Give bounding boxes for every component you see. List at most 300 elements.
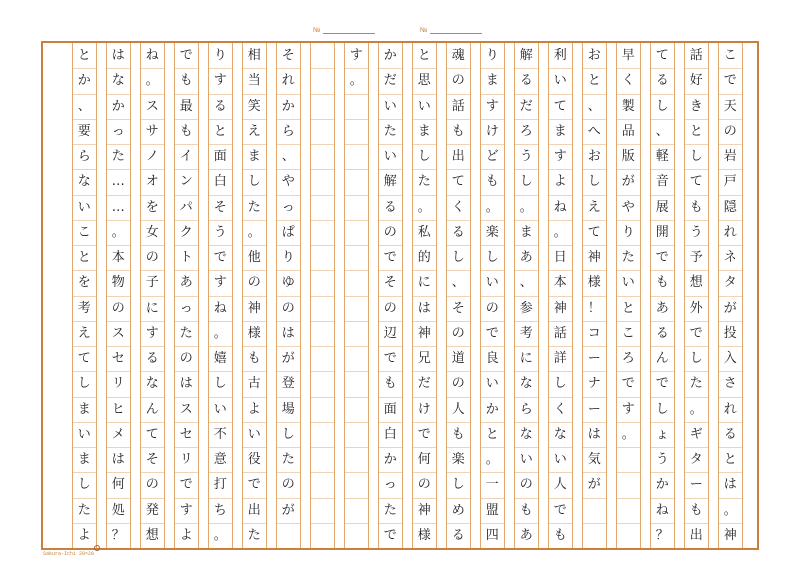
manuscript-char: 出 xyxy=(451,149,465,165)
manuscript-char: 日 xyxy=(553,250,567,266)
manuscript-char: 品 xyxy=(621,123,635,139)
manuscript-char: の xyxy=(179,351,193,367)
manuscript-char: で xyxy=(689,325,703,341)
manuscript-char: 考 xyxy=(519,325,533,341)
grid-cell xyxy=(277,523,301,548)
manuscript-char: 人 xyxy=(451,401,465,417)
manuscript-column xyxy=(616,43,642,548)
grid-cell xyxy=(617,523,641,548)
manuscript-char: 当 xyxy=(247,73,261,89)
manuscript-char: を xyxy=(145,199,159,215)
manuscript-char: な xyxy=(553,426,567,442)
manuscript-char: 、 xyxy=(77,98,91,114)
manuscript-char: い xyxy=(383,149,397,165)
manuscript-char: の xyxy=(485,300,499,316)
manuscript-char: ろ xyxy=(519,123,533,139)
manuscript-char: れ xyxy=(723,224,737,240)
manuscript-char: く xyxy=(621,73,635,89)
manuscript-char: 。 xyxy=(723,502,737,518)
manuscript-char: 利 xyxy=(553,48,567,64)
manuscript-char: で xyxy=(179,477,193,493)
manuscript-char: 、 xyxy=(451,275,465,291)
manuscript-char: め xyxy=(451,502,465,518)
manuscript-char: そ xyxy=(281,48,295,64)
manuscript-char: 様 xyxy=(587,275,601,291)
manuscript-char: も xyxy=(655,275,669,291)
manuscript-char: 製 xyxy=(621,98,635,114)
manuscript-char: お xyxy=(587,149,601,165)
manuscript-char: の xyxy=(383,300,397,316)
manuscript-char: 様 xyxy=(247,325,261,341)
manuscript-char: た xyxy=(417,174,431,190)
manuscript-char: 気 xyxy=(587,452,601,468)
manuscript-char: の xyxy=(451,376,465,392)
manuscript-char: 白 xyxy=(213,174,227,190)
manuscript-char: 神 xyxy=(247,300,261,316)
manuscript-char: て xyxy=(145,426,159,442)
manuscript-char: す xyxy=(485,98,499,114)
manuscript-char: 辺 xyxy=(383,325,397,341)
manuscript-char: 何 xyxy=(417,452,431,468)
manuscript-char: ね xyxy=(145,48,159,64)
grid-cell xyxy=(311,245,335,270)
manuscript-char: う xyxy=(655,452,669,468)
manuscript-column xyxy=(412,43,438,548)
grid-cell xyxy=(311,397,335,422)
manuscript-char: 展 xyxy=(655,199,669,215)
manuscript-char: や xyxy=(281,174,295,190)
manuscript-char: な xyxy=(519,376,533,392)
grid-cell xyxy=(311,169,335,194)
manuscript-char: は xyxy=(179,376,193,392)
grid-cell xyxy=(583,498,607,523)
manuscript-char: と xyxy=(689,123,703,139)
manuscript-column xyxy=(718,43,744,548)
manuscript-char: し xyxy=(689,149,703,165)
manuscript-char: ま xyxy=(77,401,91,417)
manuscript-char: 。 xyxy=(689,401,703,417)
manuscript-char: イ xyxy=(179,149,193,165)
manuscript-char: い xyxy=(485,376,499,392)
manuscript-char: ま xyxy=(485,73,499,89)
manuscript-char: れ xyxy=(281,73,295,89)
manuscript-char: が xyxy=(281,351,295,367)
grid-cell xyxy=(345,245,369,270)
manuscript-char: … xyxy=(111,199,125,215)
manuscript-char: お xyxy=(587,48,601,64)
grid-cell xyxy=(345,371,369,396)
manuscript-char: る xyxy=(451,527,465,543)
number-line xyxy=(323,33,375,34)
grid-cell xyxy=(311,68,335,93)
manuscript-char: る xyxy=(451,224,465,240)
manuscript-char: と xyxy=(485,426,499,442)
manuscript-char: 。 xyxy=(553,224,567,240)
grid-cell xyxy=(345,498,369,523)
manuscript-char: ス xyxy=(179,401,193,417)
manuscript-char: し xyxy=(77,477,91,493)
manuscript-char: い xyxy=(621,275,635,291)
manuscript-char: な xyxy=(145,376,159,392)
manuscript-column xyxy=(650,43,676,548)
grid-cell xyxy=(311,195,335,220)
manuscript-char: リ xyxy=(179,452,193,468)
grid-cell xyxy=(345,397,369,422)
manuscript-column xyxy=(480,43,506,548)
manuscript-char: 嬉 xyxy=(213,351,227,367)
grid-cell xyxy=(311,422,335,447)
grid-cell xyxy=(311,119,335,144)
manuscript-column xyxy=(378,43,404,548)
manuscript-char: よ xyxy=(179,527,193,543)
manuscript-char: し xyxy=(655,98,669,114)
manuscript-char: 意 xyxy=(213,452,227,468)
manuscript-char: 的 xyxy=(417,250,431,266)
grid-cell xyxy=(345,447,369,472)
manuscript-char: 打 xyxy=(213,477,227,493)
manuscript-char: 何 xyxy=(111,477,125,493)
manuscript-char: い xyxy=(213,401,227,417)
manuscript-char: 解 xyxy=(383,174,397,190)
manuscript-char: す xyxy=(213,73,227,89)
manuscript-char: 出 xyxy=(689,527,703,543)
manuscript-char: の xyxy=(111,300,125,316)
manuscript-char: 開 xyxy=(655,224,669,240)
manuscript-char: い xyxy=(485,275,499,291)
manuscript-char: ら xyxy=(77,149,91,165)
grid-cell xyxy=(345,144,369,169)
manuscript-char: き xyxy=(689,98,703,114)
manuscript-column xyxy=(310,43,336,548)
manuscript-char: て xyxy=(77,351,91,367)
manuscript-char: 外 xyxy=(689,300,703,316)
manuscript-char: で xyxy=(383,527,397,543)
manuscript-char: り xyxy=(485,48,499,64)
manuscript-char: る xyxy=(655,73,669,89)
manuscript-char: た xyxy=(77,502,91,518)
manuscript-char: は xyxy=(587,426,601,442)
manuscript-char: っ xyxy=(383,477,397,493)
manuscript-char: で xyxy=(723,73,737,89)
manuscript-char: ？ xyxy=(111,527,125,543)
manuscript-char: 要 xyxy=(77,123,91,139)
manuscript-char: ン xyxy=(179,174,193,190)
manuscript-char: ね xyxy=(553,199,567,215)
manuscript-char: 不 xyxy=(213,426,227,442)
manuscript-char: 。 xyxy=(145,73,159,89)
manuscript-char: は xyxy=(111,48,125,64)
manuscript-char: い xyxy=(383,98,397,114)
manuscript-char: の xyxy=(247,275,261,291)
manuscript-char: を xyxy=(77,275,91,291)
manuscript-column xyxy=(106,43,132,548)
manuscript-char: の xyxy=(451,325,465,341)
manuscript-char: か xyxy=(655,477,669,493)
manuscript-char: か xyxy=(281,98,295,114)
manuscript-char: オ xyxy=(145,174,159,190)
manuscript-char: で xyxy=(383,351,397,367)
manuscript-char: 天 xyxy=(723,98,737,114)
manuscript-char: で xyxy=(247,477,261,493)
manuscript-char: そ xyxy=(451,300,465,316)
manuscript-char: く xyxy=(553,401,567,417)
manuscript-char: の xyxy=(451,73,465,89)
manuscript-char: た xyxy=(111,149,125,165)
manuscript-char: 参 xyxy=(519,300,533,316)
manuscript-char: も xyxy=(451,123,465,139)
manuscript-char: る xyxy=(145,351,159,367)
manuscript-char: 投 xyxy=(723,325,737,341)
manuscript-char: ネ xyxy=(723,250,737,266)
manuscript-char: 発 xyxy=(145,502,159,518)
manuscript-char: 予 xyxy=(689,250,703,266)
manuscript-char: た xyxy=(383,502,397,518)
manuscript-char: あ xyxy=(519,527,533,543)
manuscript-char: 相 xyxy=(247,48,261,64)
manuscript-char: ゆ xyxy=(281,275,295,291)
manuscript-char: う xyxy=(213,224,227,240)
manuscript-char: て xyxy=(587,224,601,240)
manuscript-char: し xyxy=(77,376,91,392)
manuscript-char: ー xyxy=(689,477,703,493)
manuscript-char: ー xyxy=(587,401,601,417)
grid-cell xyxy=(345,296,369,321)
manuscript-char: い xyxy=(417,98,431,114)
manuscript-column xyxy=(514,43,540,548)
manuscript-char: ？ xyxy=(655,527,669,543)
grid-cell xyxy=(345,220,369,245)
grid-cell xyxy=(617,447,641,472)
manuscript-char: の xyxy=(281,300,295,316)
manuscript-char: す xyxy=(349,48,363,64)
manuscript-char: 神 xyxy=(587,250,601,266)
manuscript-char: く xyxy=(451,199,465,215)
manuscript-char: ギ xyxy=(689,426,703,442)
manuscript-char: リ xyxy=(111,376,125,392)
manuscript-char: だ xyxy=(519,98,533,114)
grid-cell xyxy=(345,195,369,220)
manuscript-char: 神 xyxy=(417,325,431,341)
grid-cell xyxy=(311,472,335,497)
manuscript-char: ー xyxy=(587,351,601,367)
manuscript-char: 想 xyxy=(689,275,703,291)
manuscript-column xyxy=(242,43,268,548)
manuscript-char: 私 xyxy=(417,224,431,240)
manuscript-char: が xyxy=(621,174,635,190)
manuscript-char: あ xyxy=(519,250,533,266)
manuscript-char: っ xyxy=(111,123,125,139)
grid-cell xyxy=(617,472,641,497)
footer-label: Sakura-Ichi 20×20 xyxy=(43,551,95,557)
manuscript-char: 、 xyxy=(519,275,533,291)
manuscript-char: い xyxy=(77,426,91,442)
manuscript-char: も xyxy=(689,199,703,215)
manuscript-char: こ xyxy=(723,48,737,64)
grid-cell xyxy=(345,94,369,119)
manuscript-char: う xyxy=(519,149,533,165)
manuscript-char: し xyxy=(655,401,669,417)
number-line xyxy=(430,33,482,34)
manuscript-char: も xyxy=(247,351,261,367)
manuscript-char: て xyxy=(451,174,465,190)
manuscript-char: は xyxy=(417,300,431,316)
manuscript-char: 本 xyxy=(111,250,125,266)
manuscript-char: ん xyxy=(145,401,159,417)
manuscript-char: し xyxy=(689,351,703,367)
manuscript-char: と xyxy=(77,250,91,266)
manuscript-char: メ xyxy=(111,426,125,442)
manuscript-char: た xyxy=(621,250,635,266)
manuscript-char: す xyxy=(145,325,159,341)
manuscript-char: ん xyxy=(655,351,669,367)
manuscript-char: と xyxy=(723,452,737,468)
manuscript-char: の xyxy=(281,477,295,493)
manuscript-char: 音 xyxy=(655,174,669,190)
manuscript-char: え xyxy=(247,123,261,139)
manuscript-char: で xyxy=(485,325,499,341)
manuscript-char: か xyxy=(111,98,125,114)
manuscript-char: し xyxy=(417,149,431,165)
manuscript-char: ち xyxy=(213,502,227,518)
manuscript-column xyxy=(208,43,234,548)
manuscript-char: し xyxy=(451,250,465,266)
manuscript-char: と xyxy=(77,48,91,64)
manuscript-column xyxy=(276,43,302,548)
manuscript-char: の xyxy=(519,477,533,493)
manuscript-char: 早 xyxy=(621,48,635,64)
grid-cell xyxy=(345,270,369,295)
manuscript-char: し xyxy=(553,376,567,392)
manuscript-char: だ xyxy=(383,73,397,89)
manuscript-char: 。 xyxy=(519,199,533,215)
grid-cell xyxy=(311,447,335,472)
manuscript-char: 話 xyxy=(553,325,567,341)
grid-cell xyxy=(345,422,369,447)
grid-cell xyxy=(311,296,335,321)
manuscript-char: え xyxy=(587,199,601,215)
manuscript-char: て xyxy=(553,98,567,114)
manuscript-char: の xyxy=(723,123,737,139)
manuscript-char: ら xyxy=(519,401,533,417)
manuscript-char: し xyxy=(519,174,533,190)
manuscript-char: 道 xyxy=(451,351,465,367)
manuscript-char: え xyxy=(77,325,91,341)
manuscript-char: か xyxy=(77,73,91,89)
manuscript-char: 古 xyxy=(247,376,261,392)
grid-cell xyxy=(345,119,369,144)
manuscript-char: 本 xyxy=(553,275,567,291)
manuscript-char: 物 xyxy=(111,275,125,291)
manuscript-char: も xyxy=(451,426,465,442)
manuscript-char: で xyxy=(621,376,635,392)
manuscript-char: ね xyxy=(213,300,227,316)
manuscript-char: た xyxy=(247,527,261,543)
manuscript-char: た xyxy=(383,123,397,139)
grid-cell xyxy=(345,346,369,371)
grid-cell xyxy=(311,220,335,245)
grid-cell xyxy=(311,321,335,346)
manuscript-char: あ xyxy=(179,275,193,291)
manuscript-column xyxy=(140,43,166,548)
manuscript-char: 白 xyxy=(383,426,397,442)
manuscript-char: す xyxy=(179,502,193,518)
manuscript-char: 女 xyxy=(145,224,159,240)
manuscript-char: 登 xyxy=(281,376,295,392)
manuscript-char: ま xyxy=(77,452,91,468)
manuscript-char: う xyxy=(689,224,703,240)
manuscript-char: て xyxy=(655,48,669,64)
manuscript-char: で xyxy=(655,250,669,266)
manuscript-char: 版 xyxy=(621,149,635,165)
manuscript-char: か xyxy=(485,401,499,417)
number-label: № xyxy=(313,27,321,34)
manuscript-char: は xyxy=(723,477,737,493)
manuscript-char: で xyxy=(553,502,567,518)
manuscript-char: 子 xyxy=(145,275,159,291)
grid-cell xyxy=(345,321,369,346)
manuscript-char: は xyxy=(281,325,295,341)
manuscript-char: 。 xyxy=(349,73,363,89)
manuscript-char: る xyxy=(655,325,669,341)
manuscript-char: 。 xyxy=(485,452,499,468)
number-label: № xyxy=(420,27,428,34)
manuscript-char: と xyxy=(621,300,635,316)
manuscript-char: も xyxy=(179,73,193,89)
manuscript-char: 解 xyxy=(519,48,533,64)
grid-cell xyxy=(311,371,335,396)
grid-cell xyxy=(311,523,335,548)
manuscript-char: 役 xyxy=(247,452,261,468)
manuscript-char: 隠 xyxy=(723,199,737,215)
manuscript-char: も xyxy=(689,502,703,518)
manuscript-char: あ xyxy=(655,300,669,316)
manuscript-char: け xyxy=(485,123,499,139)
grid-cell xyxy=(311,43,335,68)
manuscript-char: 魂 xyxy=(451,48,465,64)
grid-cell xyxy=(311,270,335,295)
manuscript-char: そ xyxy=(383,275,397,291)
manuscript-char: 。 xyxy=(485,199,499,215)
manuscript-char: に xyxy=(417,275,431,291)
manuscript-char: 人 xyxy=(553,477,567,493)
manuscript-char: 楽 xyxy=(485,224,499,240)
manuscript-char: 面 xyxy=(213,149,227,165)
manuscript-char: 。 xyxy=(247,224,261,240)
manuscript-char: の xyxy=(145,250,159,266)
manuscript-char: ら xyxy=(281,123,295,139)
manuscript-char: な xyxy=(111,73,125,89)
manuscript-char: 場 xyxy=(281,401,295,417)
manuscript-char: 処 xyxy=(111,502,125,518)
manuscript-char: よ xyxy=(553,174,567,190)
manuscript-column xyxy=(582,43,608,548)
manuscript-char: 入 xyxy=(723,351,737,367)
manuscript-char: し xyxy=(485,250,499,266)
manuscript-char: な xyxy=(519,426,533,442)
manuscript-char: 。 xyxy=(213,527,227,543)
manuscript-char: で xyxy=(417,426,431,442)
grid-cell xyxy=(311,346,335,371)
manuscript-char: て xyxy=(689,174,703,190)
manuscript-char: 神 xyxy=(723,527,737,543)
manuscript-char: こ xyxy=(77,224,91,240)
manuscript-char: の xyxy=(417,477,431,493)
manuscript-char: セ xyxy=(111,351,125,367)
manuscript-char: 一 xyxy=(485,477,499,493)
manuscript-char: 神 xyxy=(553,300,567,316)
grid-cell xyxy=(345,169,369,194)
manuscript-char: 話 xyxy=(689,48,703,64)
